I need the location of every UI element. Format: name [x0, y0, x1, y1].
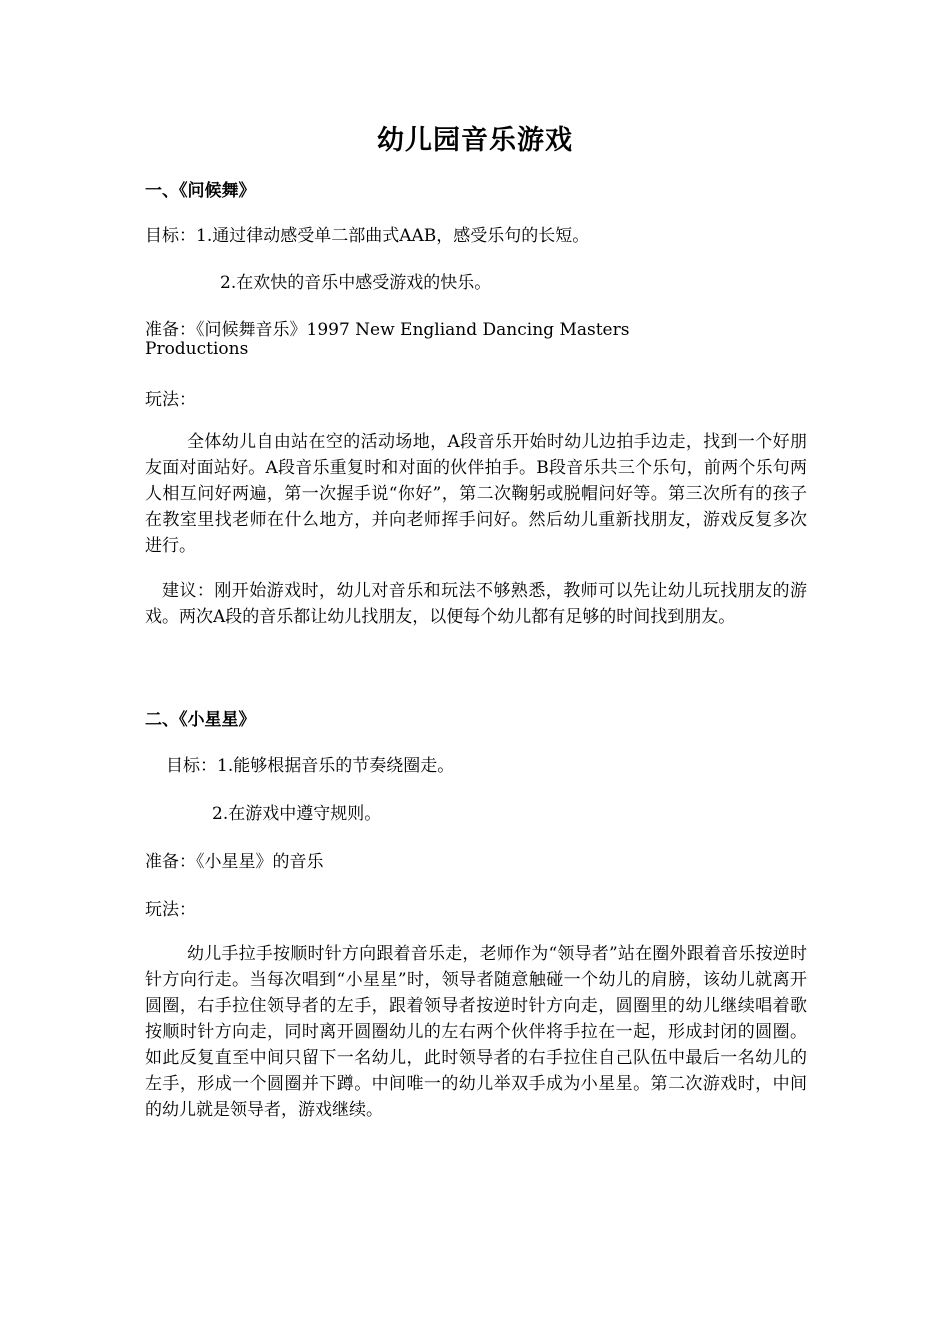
section-1-preparation-line-2: Productions	[145, 339, 249, 359]
section-1-goal-2: 2.在欢快的音乐中感受游戏的快乐。	[220, 273, 492, 293]
section-1-goal-1: 目标：1.通过律动感受单二部曲式AAB，感受乐句的长短。	[145, 226, 590, 246]
section-1-play-text: 全体幼儿自由站在空的活动场地，A段音乐开始时幼儿边拍手边走，找到一个好朋友面对面站好。A段音乐重复时和对面的伙伴拍手。B段音乐共三个乐句，前两个乐句两人相互问好两遍，第一次握手说“你好”，第二次鞠躬或脱帽问好等。第三次所有的孩子在教室里找老师在什么地方，并向老师挥手问好。然后幼儿重新找朋友，游戏反复多次进行。	[145, 432, 807, 556]
section-2-goal-2: 2.在游戏中遵守规则。	[212, 804, 382, 824]
section-1-play-label: 玩法：	[145, 390, 196, 410]
section-1-suggestion: 建议：刚开始游戏时，幼儿对音乐和玩法不够熟悉，教师可以先让幼儿玩找朋友的游戏。两次A段的音乐都让幼儿找朋友，以便每个幼儿都有足够的时间找到朋友。	[145, 581, 807, 627]
section-heading-little-star: 二、《小星星》	[145, 710, 256, 730]
section-2-play-text: 幼儿手拉手按顺时针方向跟着音乐走，老师作为“领导者”站在圈外跟着音乐按逆时针方向行走。当每次唱到“小星星”时，领导者随意触碰一个幼儿的肩膀，该幼儿就离开圆圈，右手拉住领导者的左手，跟着领导者按逆时针方向走，圆圈里的幼儿继续唱着歌按顺时针方向走，同时离开圆圈幼儿的左右两个伙伴将手拉在一起，形成封闭的圆圈。如此反复直至中间只留下一名幼儿，此时领导者的右手拉住自己队伍中最后一名幼儿的左手，形成一个圆圈并下蹲。中间唯一的幼儿举双手成为小星星。第二次游戏时，中间的幼儿就是领导者，游戏继续。	[145, 944, 807, 1120]
section-1-preparation-line-1: 准备：《问候舞音乐》1997 New Engliand Dancing Masters	[145, 320, 630, 340]
section-heading-greeting-dance: 一、《问候舞》	[145, 181, 256, 201]
section-2-play-label: 玩法：	[145, 900, 196, 920]
section-2-goal-1: 目标：1.能够根据音乐的节奏绕圈走。	[166, 756, 455, 776]
document-title: 幼儿园音乐游戏	[377, 125, 573, 156]
section-2-preparation: 准备：《小星星》的音乐	[145, 852, 324, 872]
